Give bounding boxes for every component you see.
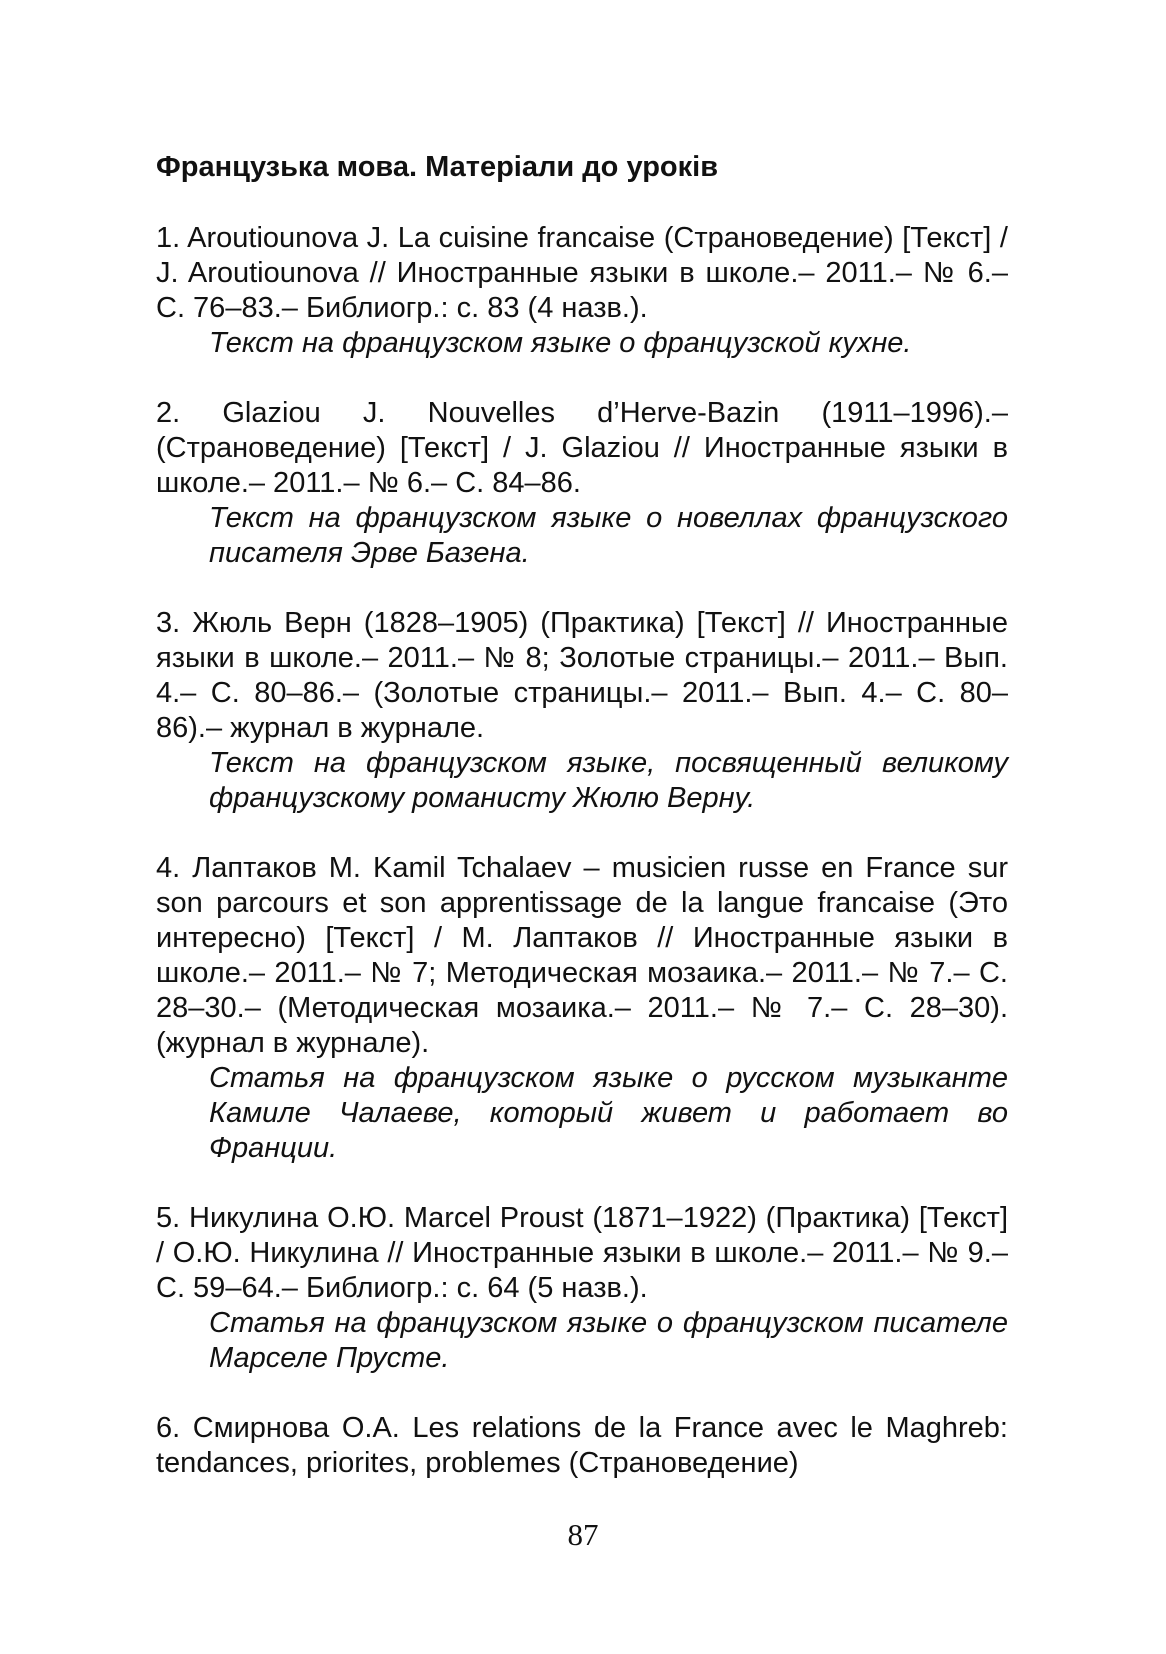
- entry-citation: 5. Никулина О.Ю. Marcel Proust (1871–1922) (Практика) [Текст] / О.Ю. Никулина // Иностранные языки в школе.– 2011.– № 9.– С. 59–64.– Библиогр.: с. 64 (5 назв.).: [156, 1202, 1008, 1304]
- bibliography-entry-2: [156, 396, 1008, 571]
- entry-annotation: Текст на французском языке, посвященный великому французскому романисту Жюлю Верну.: [209, 747, 1008, 814]
- bibliography-entry-1: [156, 221, 1008, 361]
- entry-annotation: Статья на французском языке о французском писателе Марселе Прусте.: [209, 1307, 1008, 1374]
- entry-annotation: Текст на французском языке о новеллах французского писателя Эрве Базена.: [209, 502, 1008, 569]
- bibliography-entry-3: [156, 606, 1008, 816]
- page-content: [156, 150, 1008, 1516]
- entry-citation: 4. Лаптаков М. Kamil Tchalaev – musicien russe en France sur son parcours et son apprentissage de la langue francaise (Это интересно) [Текст] / М. Лаптаков // Иностранные языки в школе.– 2011.– № 7; Методическая мозаика.– 2011.– № 7.– С. 28–30.– (Методическая мозаика.– 2011.– № 7.– С. 28–30). (журнал в журнале).: [156, 852, 1008, 1059]
- section-heading: Французька мова. Матеріали до уроків: [156, 151, 719, 183]
- entry-annotation: Статья на французском языке о русском музыканте Камиле Чалаеве, который живет и работает во Франции.: [209, 1062, 1008, 1164]
- entry-citation: 6. Смирнова О.А. Les relations de la France avec le Maghreb: tendances, priorites, problemes (Страноведение): [156, 1412, 1008, 1479]
- bibliography-entry-5: [156, 1201, 1008, 1376]
- entry-citation: 2. Glaziou J. Nouvelles d’Herve-Bazin (1911–1996).– (Страноведение) [Текст] / J. Glaziou // Иностранные языки в школе.– 2011.– № 6.– С. 84–86.: [156, 397, 1008, 499]
- entry-citation: 3. Жюль Верн (1828–1905) (Практика) [Текст] // Иностранные языки в школе.– 2011.– № 8; Золотые страницы.– 2011.– Вып. 4.– С. 80–86.– (Золотые страницы.– 2011.– Вып. 4.– С. 80–86).– журнал в журнале.: [156, 607, 1008, 744]
- entry-annotation: Текст на французском языке о французской кухне.: [209, 327, 912, 359]
- entry-citation: 1. Aroutiounova J. La cuisine francaise (Страноведение) [Текст] / J. Aroutiounova // Иностранные языки в школе.– 2011.– № 6.– С. 76–83.– Библиогр.: с. 83 (4 назв.).: [156, 222, 1008, 324]
- page-number: 87: [567, 1517, 599, 1552]
- bibliography-entry-4: [156, 851, 1008, 1166]
- bibliography-entry-6: [156, 1411, 1008, 1481]
